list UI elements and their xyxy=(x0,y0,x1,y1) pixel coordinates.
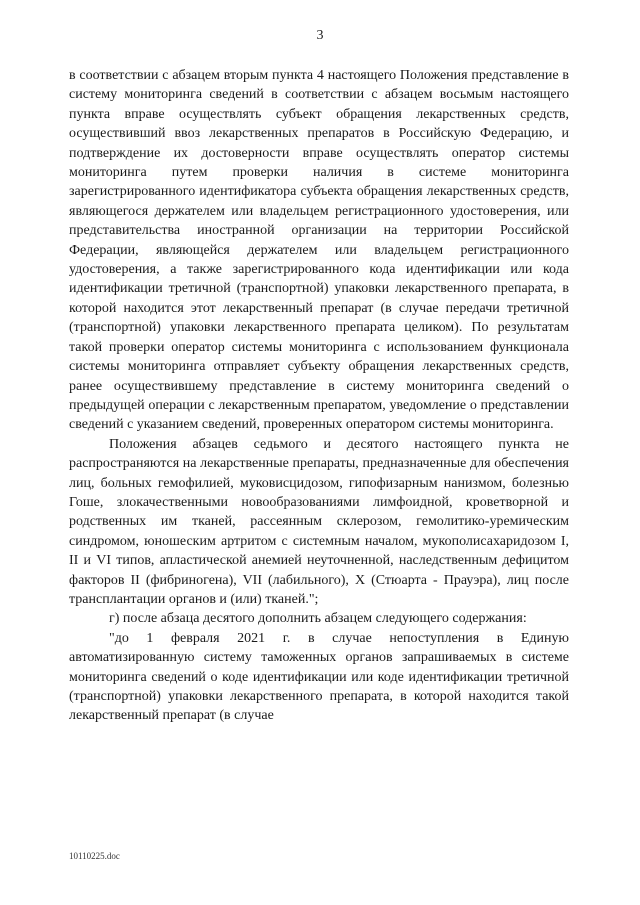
paragraph-new-clause: "до 1 февраля 2021 г. в случае непоступления в Единую автоматизированную систему таможенных органов запрашиваемых в системе мониторинга сведений о коде идентификации или коде идентификации третичной (транспортной) упаковки лекарственного препарата, в которой находится такой лекарственный препарат (в случае xyxy=(69,630,569,724)
paragraph-amendment-instruction: г) после абзаца десятого дополнить абзацем следующего содержания: xyxy=(109,611,527,627)
paragraph-continuation: в соответствии с абзацем вторым пункта 4 настоящего Положения представление в систему мониторинга сведений в соответствии с абзацем восьмым настоящего пункта вправе осуществлять субъект обращения лекарственных средств, осуществивший ввоз лекарственных препаратов в Российскую Федерацию, и подтверждение их достоверности вправе осуществлять оператор системы мониторинга путем проверки наличия в системе мониторинга зарегистрированного идентификатора субъекта обращения лекарственных средств, являющегося держателем или владельцем регистрационного удостоверения, или представительства иностранной организации на территории Российской Федерации, являющейся держателем или владельцем регистрационного удостоверения, а также зарегистрированного кода идентификации или кода идентификации третичной (транспортной) упаковки лекарственного препарата, в которой находится этот лекарственный препарат (в случае передачи третичной (транспортной) упаковки лекарственного препарата целиком). По результатам такой проверки оператор системы мониторинга с использованием функционала системы мониторинга отправляет субъекту обращения лекарственных средств, ранее осуществившему представление в систему мониторинга сведений о предыдущей операции с лекарственным препаратом, уведомление о представлении сведений с указанием сведений, проверенных оператором системы мониторинга. xyxy=(69,68,569,433)
footer-document-code: 10110225.doc xyxy=(69,851,120,861)
body-text xyxy=(69,66,569,726)
page-number: 3 xyxy=(316,28,324,43)
paragraph-exclusions: Положения абзацев седьмого и десятого настоящего пункта не распространяются на лекарственные препараты, предназначенные для обеспечения лиц, больных гемофилией, муковисцидозом, гипофизарным нанизмом, болезнью Гоше, злокачественными новообразованиями лимфоидной, кроветворной и родственных им тканей, рассеянным склерозом, гемолитико-уремическим синдромом, юношеским артритом с системным началом, мукополисахаридозом I, II и VI типов, апластической анемией неуточненной, наследственным дефицитом факторов II (фибриногена), VII (лабильного), X (Стюарта - Прауэра), лиц после трансплантации органов и (или) тканей."; xyxy=(69,436,569,607)
